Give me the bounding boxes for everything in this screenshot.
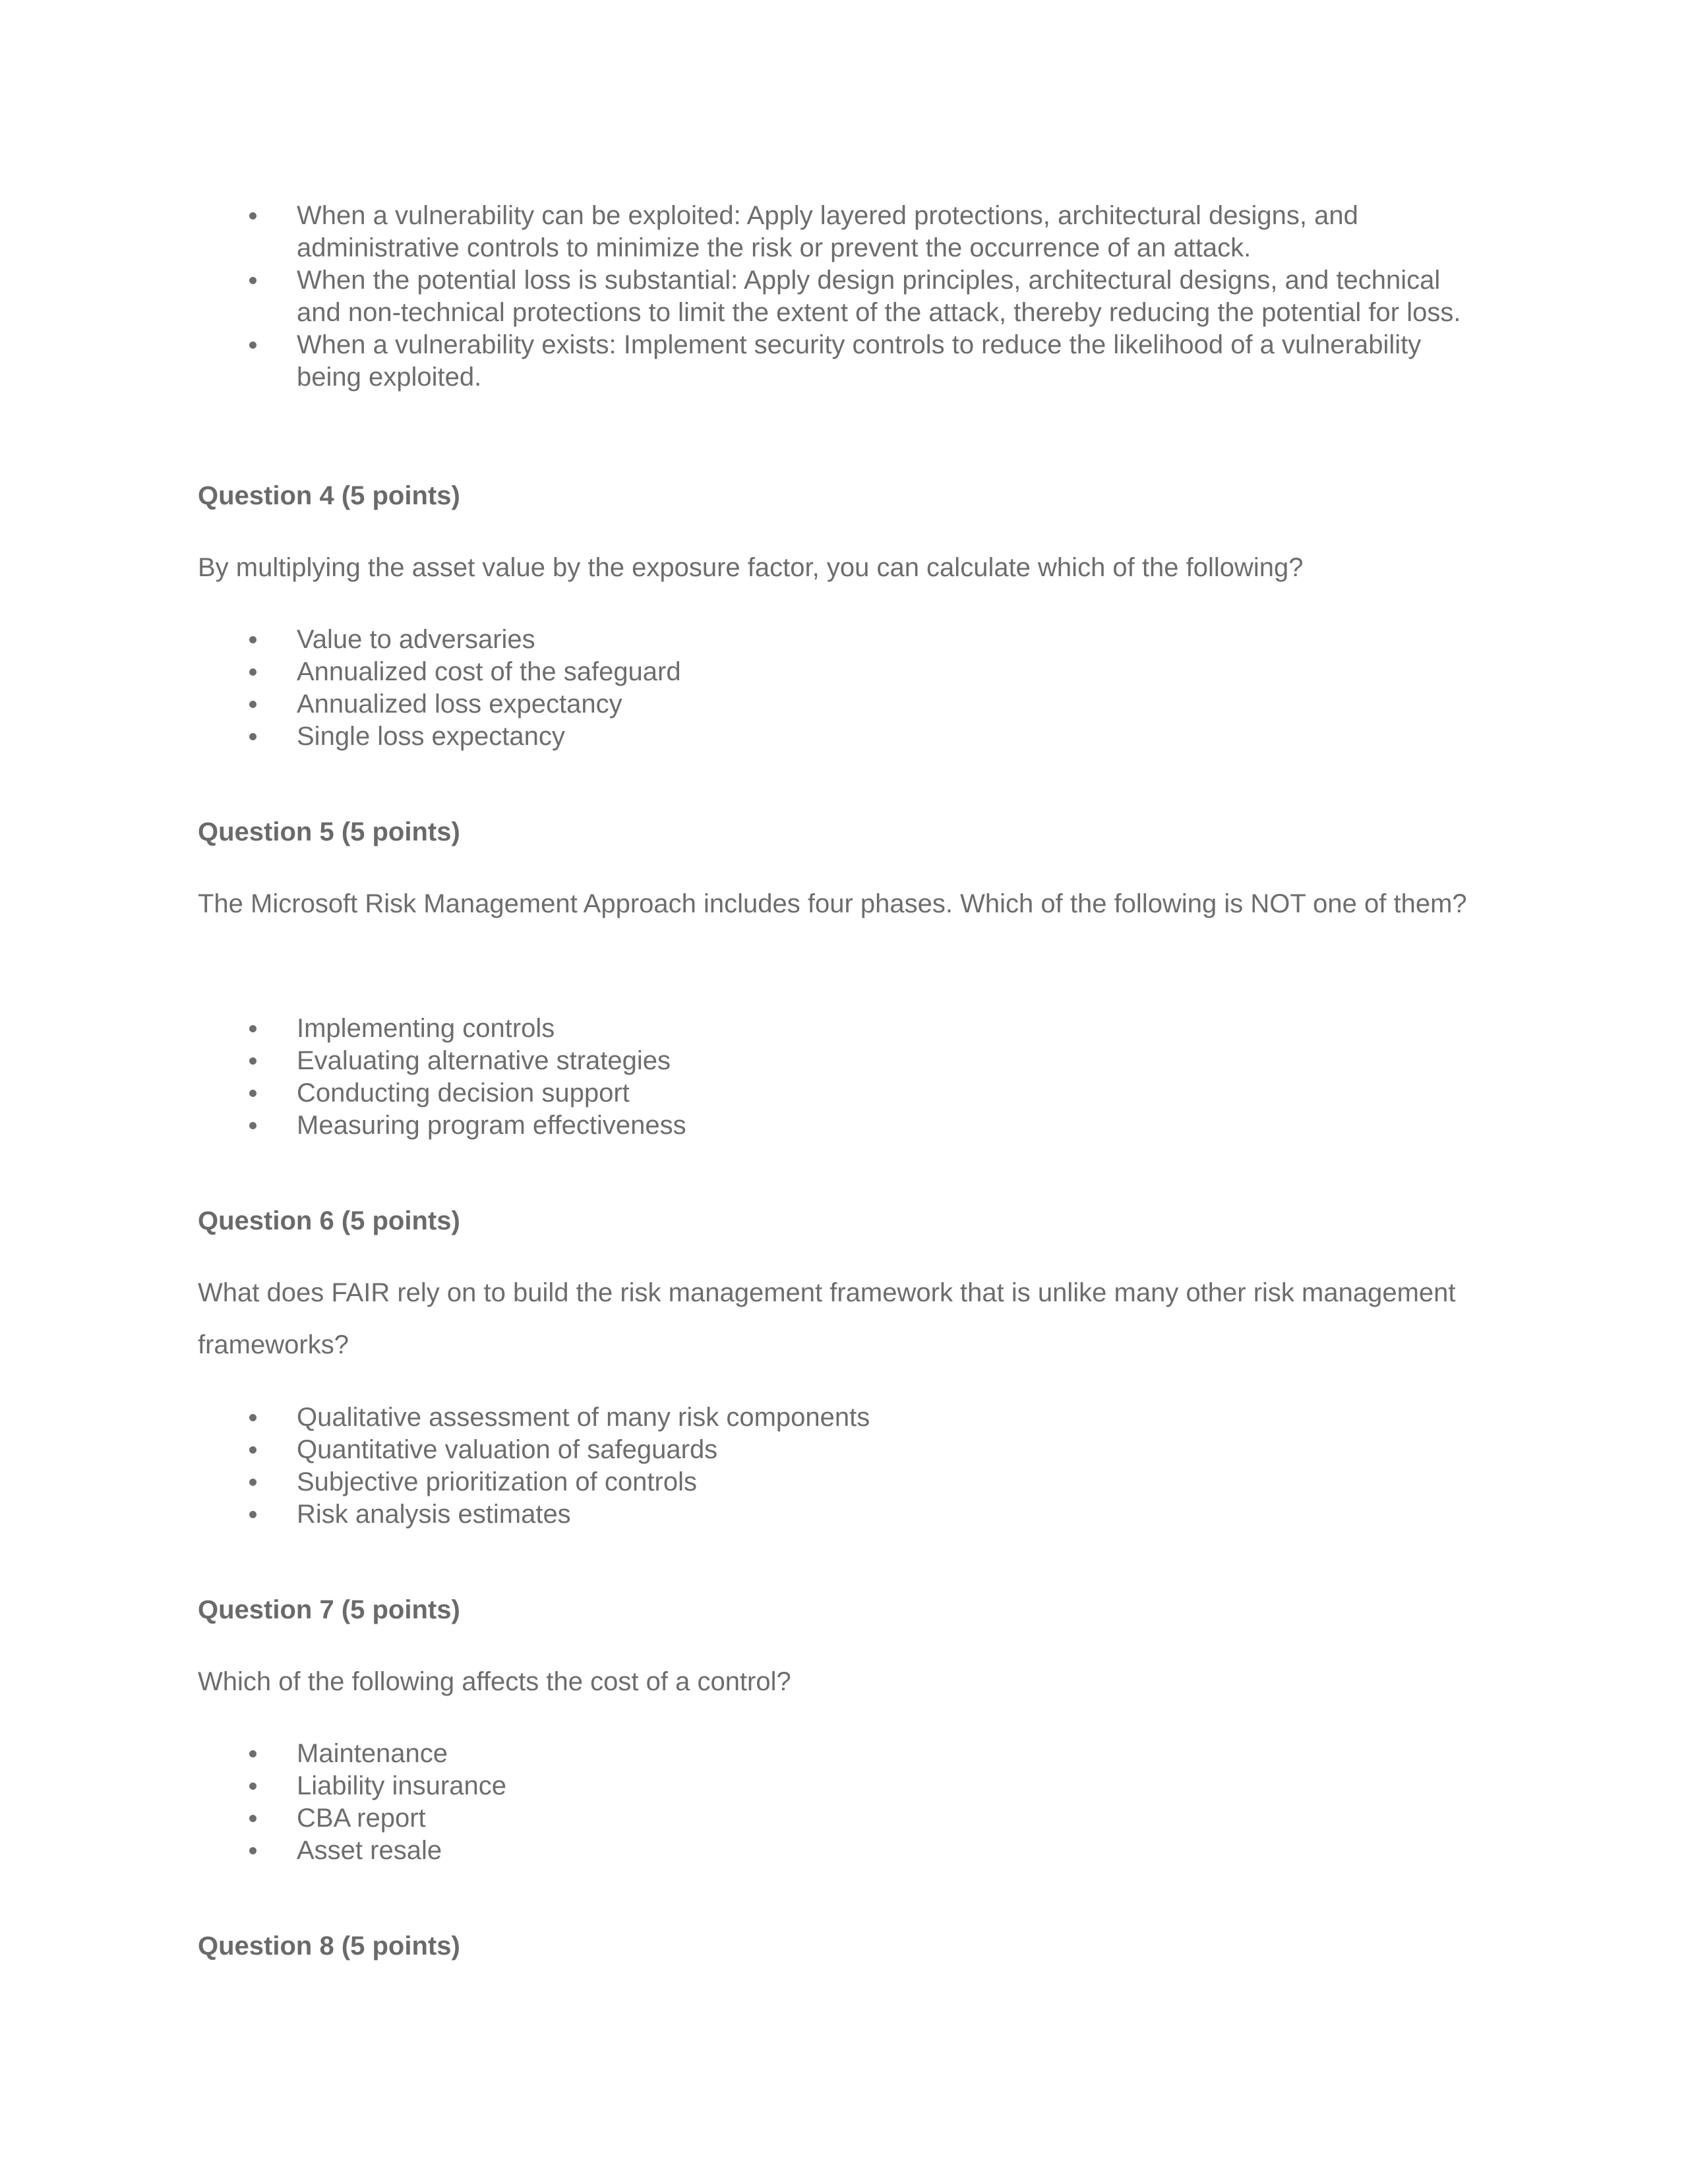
list-item — [198, 624, 1490, 656]
question-4-heading: Question 4 (5 points) — [198, 481, 460, 510]
bullet-icon — [249, 733, 256, 740]
bullet-icon — [249, 212, 256, 220]
bullet-icon — [249, 1446, 256, 1454]
list-item — [198, 264, 1490, 329]
bullet-icon — [249, 341, 256, 349]
list-item — [198, 200, 1490, 264]
question-5-text: The Microsoft Risk Management Approach includes four phases. Which of the following is NOT one of them? — [198, 889, 1467, 918]
option-text: Annualized loss expectancy — [297, 690, 622, 719]
previous-question-options — [198, 200, 1490, 394]
bullet-icon — [249, 701, 256, 708]
list-item — [198, 1109, 1490, 1142]
option-text: Quantitative valuation of safeguards — [297, 1435, 718, 1464]
bullet-icon — [249, 1783, 256, 1790]
question-4-text: By multiplying the asset value by the exposure factor, you can calculate which of the following? — [198, 553, 1304, 582]
option-text: When the potential loss is substantial: Apply design principles, architectural designs, and technical and non-technical protections to limit the extent of the attack, thereby reducing the potential for loss. — [297, 266, 1461, 327]
bullet-icon — [249, 1511, 256, 1518]
question-7-heading: Question 7 (5 points) — [198, 1595, 460, 1624]
list-item — [198, 1402, 1490, 1434]
list-item — [198, 721, 1490, 753]
bullet-icon — [249, 668, 256, 676]
option-text: When a vulnerability can be exploited: Apply layered protections, architectural designs, and administrative controls to minimize the risk or prevent the occurrence of an attack. — [297, 201, 1358, 262]
list-item — [198, 1045, 1490, 1077]
bullet-icon — [249, 1057, 256, 1065]
option-text: Conducting decision support — [297, 1078, 630, 1107]
bullet-icon — [249, 1847, 256, 1854]
question-6-options — [198, 1402, 1490, 1531]
bullet-icon — [249, 636, 256, 643]
bullet-icon — [249, 1815, 256, 1822]
question-7-options — [198, 1738, 1490, 1867]
option-text: When a vulnerability exists: Implement security controls to reduce the likelihood of a vulnerability being exploited. — [297, 330, 1422, 392]
bullet-icon — [249, 1414, 256, 1421]
bullet-icon — [249, 1479, 256, 1486]
list-item — [198, 1802, 1490, 1835]
question-5-options — [198, 1013, 1490, 1142]
option-text: Risk analysis estimates — [297, 1500, 571, 1529]
bullet-icon — [249, 1122, 256, 1129]
option-text: Measuring program effectiveness — [297, 1111, 686, 1140]
list-item — [198, 1077, 1490, 1109]
option-text: Liability insurance — [297, 1771, 506, 1800]
question-5-heading: Question 5 (5 points) — [198, 817, 460, 846]
option-text: Single loss expectancy — [297, 722, 565, 751]
bullet-icon — [249, 277, 256, 284]
list-item — [198, 688, 1490, 721]
list-item — [198, 329, 1490, 394]
list-item — [198, 1738, 1490, 1770]
list-item — [198, 1466, 1490, 1498]
option-text: CBA report — [297, 1804, 426, 1833]
option-text: Value to adversaries — [297, 625, 535, 654]
question-8-heading: Question 8 (5 points) — [198, 1932, 460, 1961]
option-text: Qualitative assessment of many risk components — [297, 1403, 870, 1432]
question-6-text: What does FAIR rely on to build the risk management framework that is unlike many other risk management frameworks? — [198, 1278, 1456, 1359]
option-text: Asset resale — [297, 1836, 442, 1865]
option-text: Annualized cost of the safeguard — [297, 657, 681, 686]
option-text: Evaluating alternative strategies — [297, 1046, 671, 1075]
question-6-heading: Question 6 (5 points) — [198, 1206, 460, 1235]
bullet-icon — [249, 1750, 256, 1757]
list-item — [198, 1770, 1490, 1802]
question-7-text: Which of the following affects the cost of a control? — [198, 1667, 791, 1696]
list-item — [198, 1835, 1490, 1867]
list-item — [198, 1013, 1490, 1045]
list-item — [198, 1434, 1490, 1466]
option-text: Implementing controls — [297, 1014, 555, 1043]
question-4-options — [198, 624, 1490, 753]
list-item — [198, 1498, 1490, 1531]
bullet-icon — [249, 1025, 256, 1032]
list-item — [198, 656, 1490, 688]
bullet-icon — [249, 1090, 256, 1097]
option-text: Subjective prioritization of controls — [297, 1467, 697, 1496]
option-text: Maintenance — [297, 1739, 448, 1768]
